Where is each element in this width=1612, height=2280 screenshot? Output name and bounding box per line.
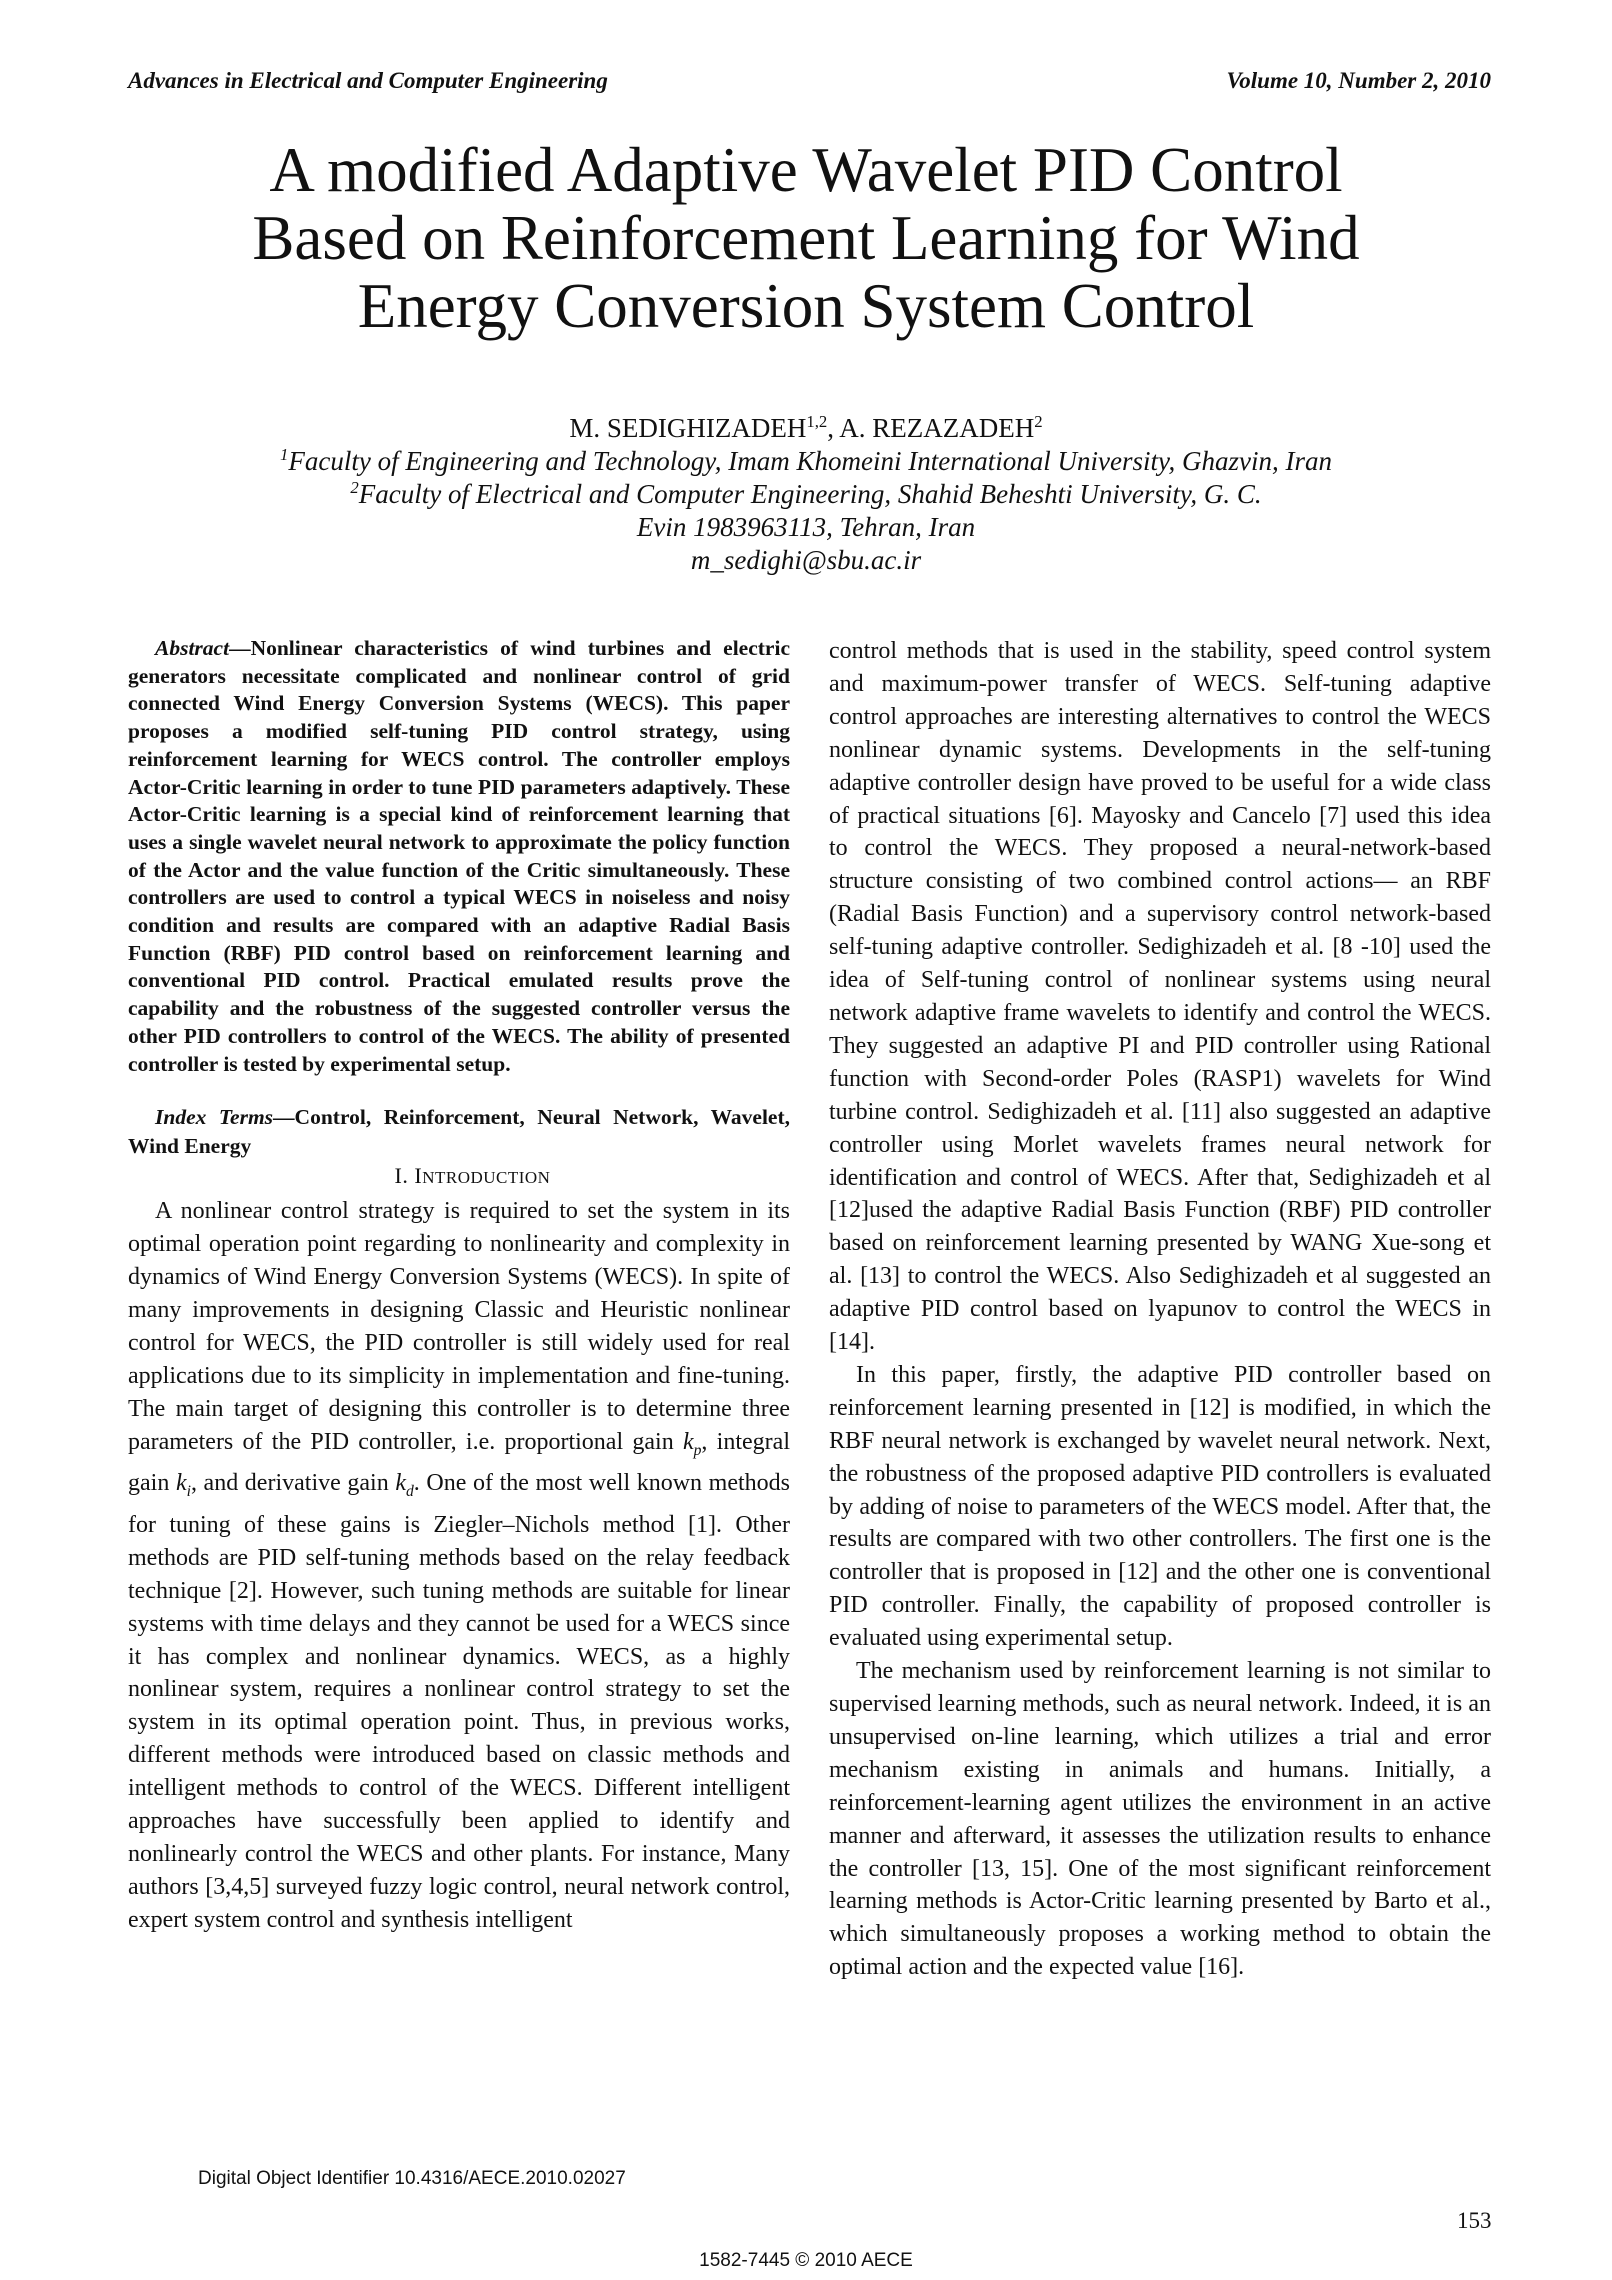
affiliation-2-mark: 2 <box>350 478 359 497</box>
author-email[interactable]: m_sedighi@sbu.ac.ir <box>690 545 922 575</box>
index-terms-label: Index Terms <box>155 1105 274 1130</box>
kp-subscript: p <box>693 1441 702 1459</box>
left-column <box>128 635 790 1937</box>
section-heading-introduction <box>128 1160 790 1195</box>
section-title-rest: NTRODUCTION <box>422 1168 551 1188</box>
intro-paragraph-1-continued: control methods that is used in the stability, speed control system and maximum-power transfer of WECS. Self-tuning adaptive control approaches are interesting alternatives to control the WECS nonlinear dynamic systems. Developments in the self-tuning adaptive controller design have proved to be useful for a wide class of practical situations [6]. Mayosky and Cancelo [7] used this idea to control the WECS. They proposed a neural-network-based structure consisting of two combined control actions— an RBF (Radial Basis Function) and a supervisory control network-based self-tuning adaptive controller. Sedighizadeh et al. [8 -10] used the idea of Self-tuning control of nonlinear systems using neural network adaptive frame wavelets to identify and control the WECS. They suggested an adaptive PI and PID controller using Rational function with Second-order Poles (RASP1) wavelets for Wind turbine control. Sedighizadeh et al. [11] also suggested an adaptive controller using Morlet wavelets frames neural network for identification and control of WECS. After that, Sedighizadeh et al [12]used the adaptive Radial Basis Function (RBF) PID controller based on reinforcement learning presented by WANG Xue-song et al. [13] to control the WECS. Also Sedighizadeh et al suggested an adaptive PID control based on lyapunov to control the WECS in [14]. <box>829 638 1491 1356</box>
abstract-text: —Nonlinear characteristics of wind turbines and electric generators necessitate complicated and nonlinear control of grid connected Wind Energy Conversion Systems (WECS). This paper proposes a modified self-tuning PID control strategy, using reinforcement learning for WECS control. The controller employs Actor-Critic learning in order to tune PID parameters adaptively. These Actor-Critic learning is a special kind of reinforcement learning that uses a single wavelet neural network to approximate the policy function of the Actor and the value function of the Critic simultaneously. These controllers are used to control a typical WECS in noiseless and noisy condition and results are compared with an adaptive Radial Basis Function (RBF) PID control based on reinforcement learning and conventional PID control. Practical emulated results prove the capability and the robustness of the suggested controller versus the other PID controllers to control of the WECS. The ability of presented controller is tested by experimental setup. <box>128 636 790 1076</box>
kd-letter: k <box>395 1470 406 1497</box>
author-block <box>160 412 1452 577</box>
kd-symbol <box>395 1470 414 1500</box>
affiliation-1 <box>160 445 1452 478</box>
ki-letter: k <box>175 1470 187 1497</box>
kp-symbol <box>682 1428 702 1459</box>
abstract <box>128 635 790 1078</box>
affiliation-2-text: Faculty of Electrical and Computer Engineering, Shahid Beheshti University, G. C. <box>358 479 1262 509</box>
journal-name: Advances in Electrical and Computer Engineering <box>128 68 608 93</box>
title-line-3: Energy Conversion System Control <box>357 271 1255 341</box>
index-terms-text: —Control, Reinforcement, Neural Network, Wavelet, Wind Energy <box>128 1105 791 1158</box>
abstract-label: Abstract <box>155 636 230 660</box>
right-column <box>829 635 1491 1984</box>
title-line-2: Based on Reinforcement Learning for Wind <box>252 203 1360 273</box>
author-1-affil: 1,2 <box>806 412 828 431</box>
page-number: 153 <box>1457 2208 1492 2233</box>
copyright: 1582-7445 © 2010 AECE <box>699 2250 913 2271</box>
intro-paragraph-3: The mechanism used by reinforcement learning is not similar to supervised learning methods, such as neural network. Indeed, it is an unsupervised on-line learning, which utilizes a trial and error mechanism existing in animals and humans. Initially, a reinforcement-learning agent utilizes the environment in an active manner and afterward, it assesses the utilization results to enhance the controller [13, 15]. One of the most significant reinforcement learning methods is Actor-Critic learning presented by Barto et al., which simultaneously proposes a working method to obtain the optimal action and the expected value [16]. <box>829 1658 1491 1981</box>
author-names <box>160 412 1452 445</box>
paper-title <box>160 136 1452 340</box>
index-terms <box>128 1103 790 1160</box>
affiliation-1-text: Faculty of Engineering and Technology, Imam Khomeini International University, Ghazvin, Iran <box>288 446 1332 476</box>
author-2-affil: 2 <box>1034 412 1043 431</box>
author-1: M. SEDIGHIZADEH <box>569 413 807 443</box>
intro-paragraph-2: In this paper, firstly, the adaptive PID controller based on reinforcement learning presented in [12] is modified, in which the RBF neural network is exchanged by wavelet neural network. Next, the robustness of the proposed adaptive PID controllers is evaluated by adding of noise to parameters of the WECS model. After that, the results are compared with two other controllers. The first one is the controller that is proposed in [12] and the other one is conventional PID controller. Finally, the capability of proposed controller is evaluated using experimental setup. <box>829 1361 1491 1652</box>
section-title-initial: I <box>414 1163 423 1189</box>
intro-p1-part-b: , integral gain <box>128 1428 790 1497</box>
doi[interactable]: Digital Object Identifier 10.4316/AECE.2010.02027 <box>198 2168 626 2189</box>
intro-p1-part-d: . One of the most well known methods for tuning of these gains is Ziegler–Nichols method [1]. Other methods are PID self-tuning methods based on the relay feedback technique [2]. However, such tuning methods are suitable for linear systems with time delays and they cannot be used for a WECS since it has complex and nonlinear dynamics. WECS, as a highly nonlinear system, requires a nonlinear control strategy to set the system in its optimal operation point. Thus, in previous works, different methods were introduced based on classic methods and intelligent methods to control of the WECS. Different intelligent approaches have successfully been applied to identify and nonlinearly control the WECS and other plants. For instance, Many authors [3,4,5] surveyed fuzzy logic control, neural network control, expert system control and synthesis intelligent <box>128 1470 790 1933</box>
kp-letter: k <box>682 1428 694 1455</box>
volume-info: Volume 10, Number 2, 2010 <box>1226 68 1491 93</box>
ki-subscript: i <box>186 1483 191 1500</box>
intro-p1-part-a: A nonlinear control strategy is required to set the system in its optimal operation point regarding to nonlinearity and complexity in dynamics of Wind Energy Conversion Systems (WECS). In spite of many improvements in designing Classic and Heuristic nonlinear control for WECS, the PID controller is still widely used for real applications due to its simplicity in implementation and fine-tuning. The main target of designing this controller is to determine three parameters of the PID controller, i.e. proportional gain <box>128 1198 790 1455</box>
affiliation-2 <box>160 478 1452 511</box>
intro-paragraph-1 <box>128 1195 790 1937</box>
running-header <box>128 68 1491 94</box>
section-number: I. <box>394 1163 409 1189</box>
kd-subscript: d <box>405 1483 414 1500</box>
intro-p1-part-c: , and derivative gain <box>190 1470 396 1497</box>
affiliation-1-mark: 1 <box>279 445 289 464</box>
title-line-1: A modified Adaptive Wavelet PID Control <box>269 135 1343 205</box>
author-2: , A. REZAZADEH <box>827 413 1035 443</box>
ki-symbol <box>175 1470 191 1500</box>
affiliation-2-address: Evin 1983963113, Tehran, Iran <box>636 512 976 542</box>
